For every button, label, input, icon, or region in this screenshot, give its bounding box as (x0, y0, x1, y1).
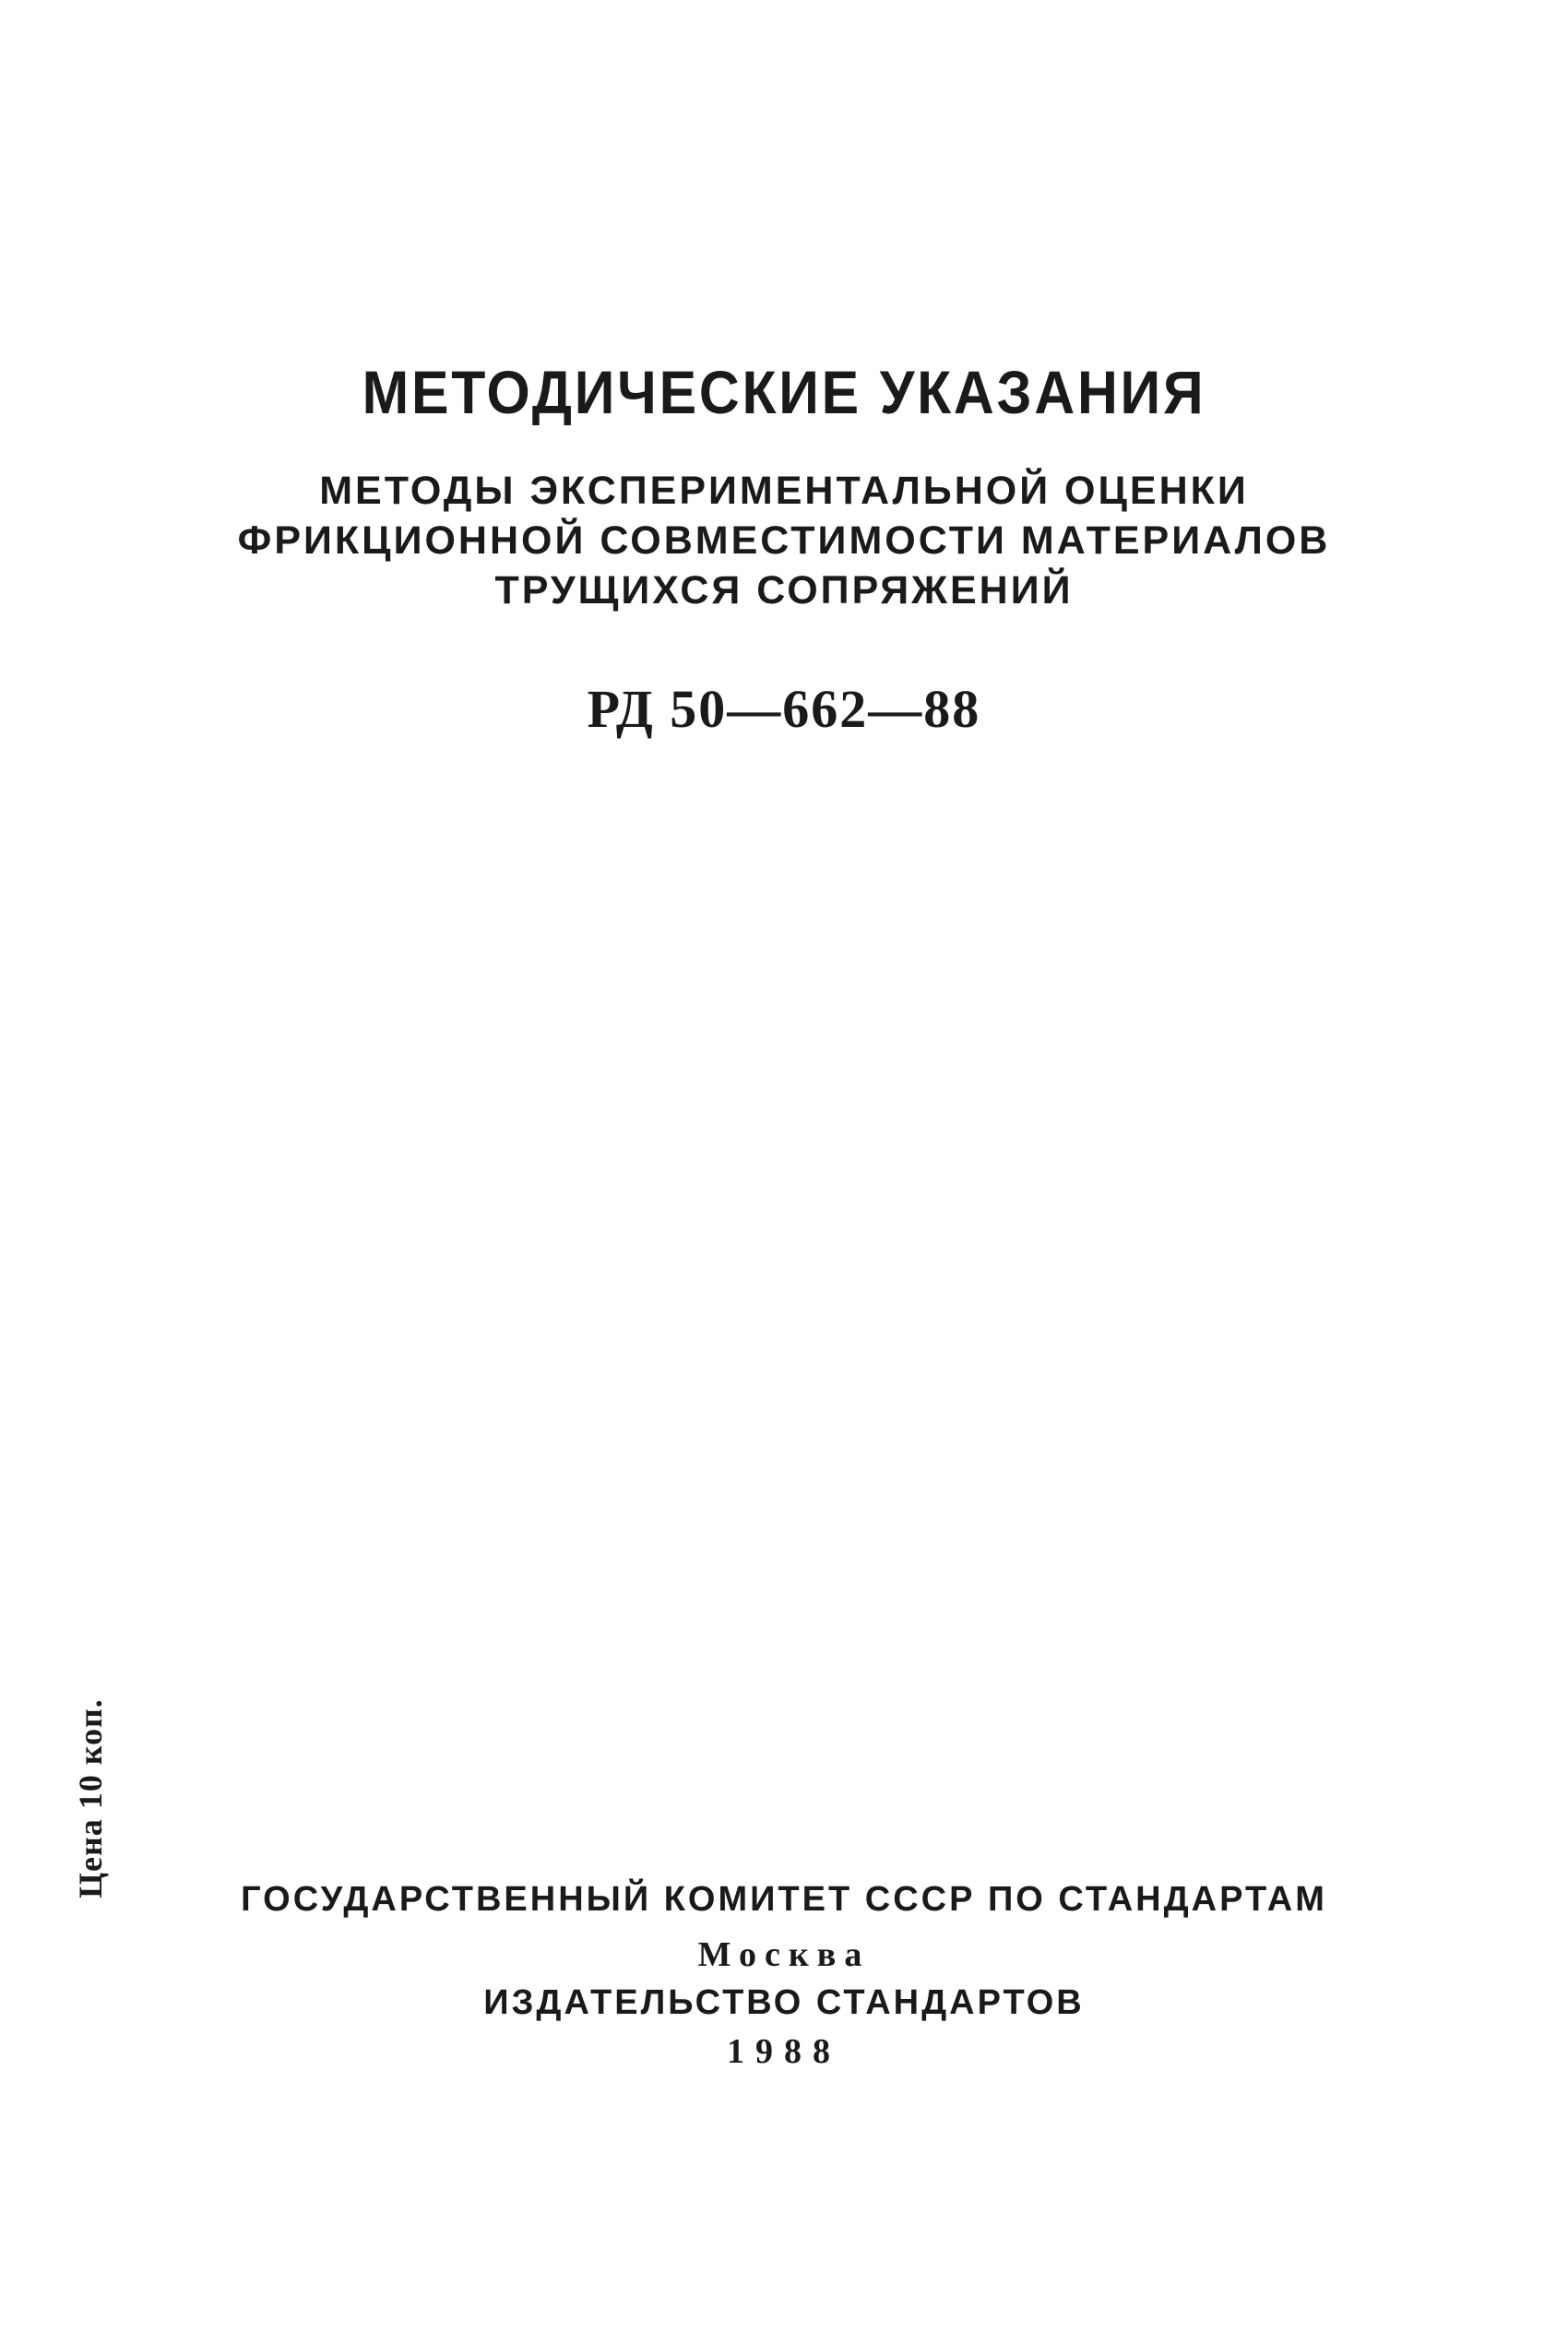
publication-city: Москва (697, 1935, 871, 1974)
subtitle-line-1: МЕТОДЫ ЭКСПЕРИМЕНТАЛЬНОЙ ОЦЕНКИ (319, 469, 1249, 513)
subtitle-line-2: ФРИКЦИОННОЙ СОВМЕСТИМОСТИ МАТЕРИАЛОВ (237, 518, 1331, 563)
document-title: МЕТОДИЧЕСКИЕ УКАЗАНИЯ (362, 358, 1206, 426)
publishing-house: ИЗДАТЕЛЬСТВО СТАНДАРТОВ (483, 1983, 1085, 2022)
publication-year: 1988 (727, 2032, 841, 2071)
document-number: РД 50—662—88 (587, 679, 981, 739)
document-subtitle (0, 466, 1568, 615)
price-label: Цена 10 коп. (72, 1698, 109, 1898)
publisher-name: ГОСУДАРСТВЕННЫЙ КОМИТЕТ СССР ПО СТАНДАРТАМ (241, 1880, 1327, 1919)
subtitle-line-3: ТРУЩИХСЯ СОПРЯЖЕНИЙ (494, 568, 1074, 613)
